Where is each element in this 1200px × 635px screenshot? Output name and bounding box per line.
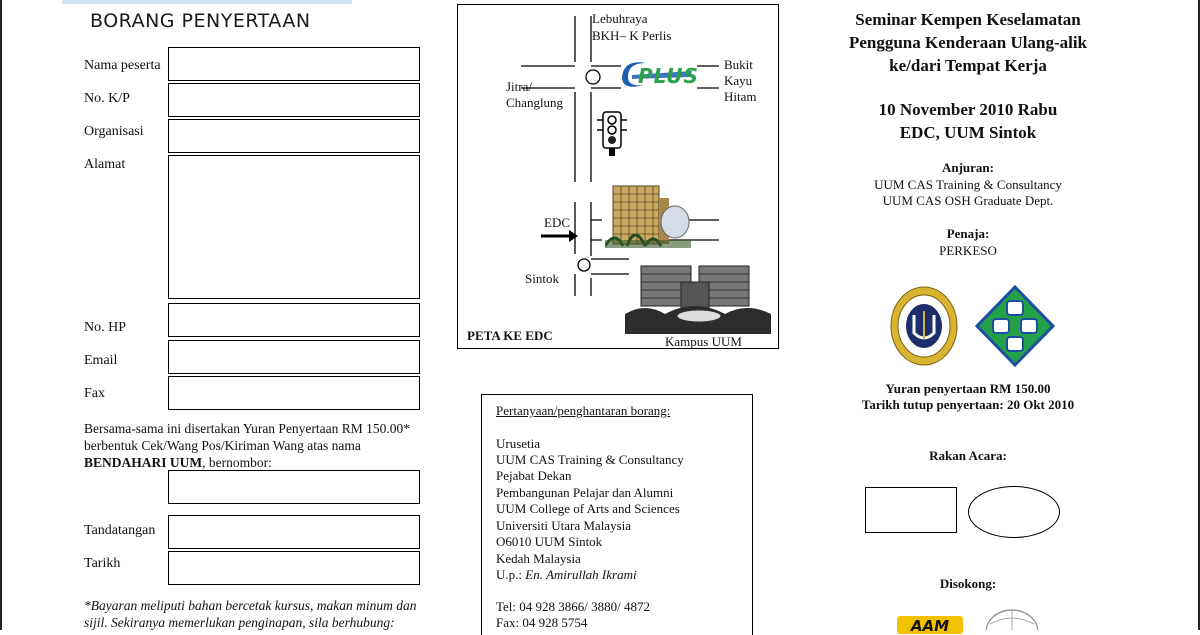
- map-label-lebuhraya: Lebuhraya: [592, 11, 648, 26]
- contact-up-label: U.p.:: [496, 567, 526, 582]
- input-kp[interactable]: [168, 83, 420, 117]
- note-line-1: *Bayaran meliputi bahan bercetak kursus, makan minum dan: [84, 598, 417, 613]
- edc-building-image: [605, 180, 691, 248]
- contact-fax: Fax: 04 928 5754: [496, 615, 588, 630]
- payment-line-3: [84, 454, 444, 471]
- map-label-kampus: Kampus UUM: [665, 334, 742, 349]
- map-label-jitra: Jitra/: [506, 79, 532, 94]
- anjuran-1: UUM CAS Training & Consultancy: [874, 177, 1062, 192]
- event-deadline: Tarikh tutup penyertaan: 20 Okt 2010: [861, 397, 1075, 412]
- event-venue: EDC, UUM Sintok: [899, 123, 1037, 142]
- input-fax[interactable]: [168, 376, 420, 410]
- contact-line-6: O6010 UUM Sintok: [496, 534, 603, 549]
- form-title: BORANG PENYERTAAN: [90, 10, 311, 32]
- contact-line-0: Urusetia: [496, 436, 541, 451]
- map-label-edc: EDC: [544, 215, 570, 230]
- payee-name: BENDAHARI UUM: [84, 455, 203, 470]
- event-date: 10 November 2010 Rabu: [878, 100, 1058, 119]
- contact-tel: Tel: 04 928 3866/ 3880/ 4872: [496, 599, 651, 614]
- globe-logo: [982, 608, 1042, 630]
- perkeso-logo: [975, 285, 1055, 367]
- input-alamat[interactable]: [168, 155, 420, 299]
- map-label-sintok: Sintok: [525, 271, 559, 286]
- map-label-kayu: Kayu: [724, 73, 753, 88]
- rakan-logo-placeholder-rect: [865, 487, 957, 533]
- input-tarikh[interactable]: [168, 551, 420, 585]
- contact-line-2: Pejabat Dekan: [496, 468, 572, 483]
- input-organisasi[interactable]: [168, 119, 420, 153]
- contact-line-3: Pembangunan Pelajar dan Alumni: [496, 485, 674, 500]
- anjuran-2: UUM CAS OSH Graduate Dept.: [882, 193, 1054, 208]
- contact-up: [496, 567, 637, 583]
- input-hp[interactable]: [168, 303, 420, 337]
- label-nama: Nama peserta: [84, 58, 161, 73]
- aam-logo: [897, 616, 963, 634]
- label-email: Email: [84, 353, 118, 368]
- payment-note: [84, 597, 444, 631]
- contact-heading: Pertanyaan/penghantaran borang:: [496, 403, 671, 418]
- plus-logo-text: PLUS: [638, 64, 699, 88]
- event-fee: Yuran penyertaan RM 150.00: [885, 381, 1051, 396]
- anjuran-label: Anjuran:: [941, 160, 994, 175]
- uum-campus-image: [625, 258, 771, 334]
- contact-line-7: Kedah Malaysia: [496, 551, 581, 566]
- label-alamat: Alamat: [84, 157, 126, 172]
- label-tarikh: Tarikh: [84, 556, 121, 571]
- contact-line-5: Universiti Utara Malaysia: [496, 518, 632, 533]
- aam-logo-text: AAM: [910, 617, 950, 634]
- input-nama[interactable]: [168, 47, 420, 81]
- label-hp: No. HP: [84, 320, 127, 335]
- label-kp: No. K/P: [84, 91, 130, 106]
- payment-line-2: berbentuk Cek/Wang Pos/Kiriman Wang atas nama: [84, 438, 361, 453]
- label-fax: Fax: [84, 386, 105, 401]
- label-organisasi: Organisasi: [84, 124, 144, 139]
- rakan-label: Rakan Acara:: [929, 448, 1007, 463]
- event-title-line-2: Pengguna Kenderaan Ulang-alik: [848, 33, 1088, 52]
- contact-line-4: UUM College of Arts and Sciences: [496, 501, 680, 516]
- input-nombor[interactable]: [168, 470, 420, 504]
- disokong-label: Disokong:: [939, 576, 997, 591]
- map-label-hitam: Hitam: [724, 89, 757, 104]
- header-strip: [62, 0, 352, 4]
- input-tandatangan[interactable]: [168, 515, 420, 549]
- contact-line-1: UUM CAS Training & Consultancy: [496, 452, 684, 467]
- payment-statement: [84, 420, 444, 471]
- note-line-2: sijil. Sekiranya memerlukan penginapan, sila berhubung:: [84, 615, 395, 630]
- label-tandatangan: Tandatangan: [84, 523, 156, 538]
- penaja-label: Penaja:: [946, 226, 990, 241]
- map-label-bkh: BKH– K Perlis: [592, 28, 672, 43]
- payment-line-1: Bersama-sama ini disertakan Yuran Penyertaan RM 150.00*: [84, 421, 411, 436]
- event-title-line-1: Seminar Kempen Keselamatan: [855, 10, 1081, 29]
- event-title: [800, 8, 1136, 77]
- uum-seal-logo: [889, 285, 959, 367]
- penaja-name: PERKESO: [939, 243, 997, 258]
- input-email[interactable]: [168, 340, 420, 374]
- traffic-light-icon: [594, 110, 630, 158]
- event-title-line-3: ke/dari Tempat Kerja: [889, 56, 1047, 75]
- rakan-logo-placeholder-oval: [968, 486, 1060, 538]
- contact-up-name: En. Amirullah Ikrami: [525, 567, 637, 582]
- page-edge-left: [0, 0, 2, 630]
- map-label-bukit: Bukit: [724, 57, 753, 72]
- payment-line-3-rest: , bernombor:: [202, 455, 272, 470]
- map-label-changlung: Changlung: [506, 95, 564, 110]
- map-caption: PETA KE EDC: [467, 328, 553, 343]
